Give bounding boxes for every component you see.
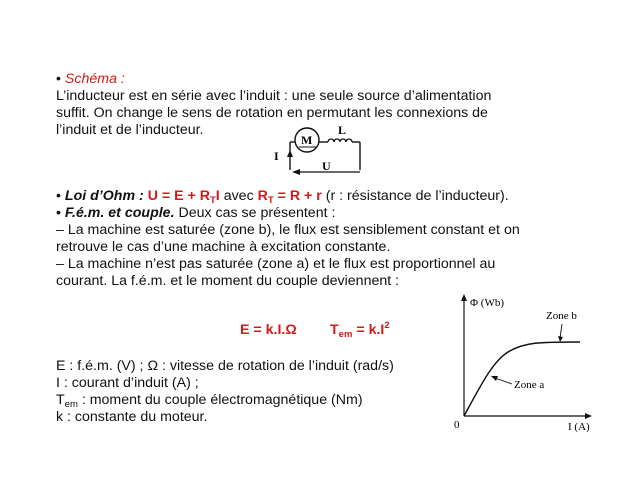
magnetization-graph — [450, 292, 600, 437]
motor-label: M — [301, 133, 313, 147]
bullet: • — [56, 205, 61, 221]
graph-x-label: I (A) — [568, 421, 590, 433]
ohm-equation-2: $R_T = R + r$ — [257, 188, 322, 206]
ohm-equation-1: $U = E + R_TI$ — [147, 188, 220, 206]
fem-intro: Deux cas se présentent : — [178, 205, 336, 221]
fem-title: F.é.m. et couple. — [64, 205, 175, 221]
inductor-symbol — [328, 139, 352, 142]
circuit-diagram — [268, 126, 378, 182]
fem-case-b-line-2: retrouve le cas d’une machine à excitation constante. — [56, 239, 391, 255]
graph-origin-label: 0 — [454, 419, 460, 431]
bullet: • — [56, 188, 61, 204]
inductor-label: L — [338, 126, 347, 137]
schema-line-3: l’induit et de l’inducteur. — [56, 122, 204, 138]
legend-constant: k : constante du moteur. — [56, 409, 208, 425]
voltage-label: U — [322, 159, 331, 173]
fem-case-a-line-2: courant. La f.é.m. et le moment du couple deviennent : — [56, 273, 400, 289]
graph-y-label: Φ (Wb) — [470, 297, 504, 309]
graph-zone-b-label: Zone b — [546, 310, 577, 322]
zone-b-pointer — [560, 324, 562, 338]
graph-zone-a-label: Zone a — [514, 379, 545, 391]
ohm-avec: avec — [223, 188, 254, 204]
fem-heading — [56, 205, 335, 222]
ohm-title: Loi d’Ohm : — [64, 188, 144, 204]
schema-line-2: suffit. On change le sens de rotation en permutant les connexions de — [56, 105, 488, 121]
schema-heading — [56, 71, 125, 88]
schema-line-1: L’inducteur est en série avec l’induit : une seule source d’alimentation — [56, 88, 492, 104]
bullet: • — [56, 71, 61, 87]
schema-title: Schéma : — [64, 71, 125, 87]
fem-case-b-line-1: – La machine est saturée (zone b), le flux est sensiblement constant et on — [56, 222, 520, 238]
ohm-note: (r : résistance de l’inducteur). — [325, 188, 509, 204]
formula-torque: $T_{em} = k.I^2$ — [330, 320, 390, 340]
formula-emf: E = k.I.Ω — [240, 322, 297, 338]
ohm-law-line — [56, 188, 509, 205]
zone-a-pointer — [495, 378, 512, 384]
legend-emf: E : f.é.m. (V) ; Ω : vitesse de rotation de l’induit (rad/s) — [56, 358, 394, 374]
current-label: I — [274, 149, 279, 163]
legend-current: I : courant d’induit (A) ; — [56, 375, 199, 391]
legend-torque: $T_{em}$ : moment du couple électromagnétique (Nm) — [56, 392, 363, 410]
fem-case-a-line-1: – La machine n’est pas saturée (zone a) et le flux est proportionnel au — [56, 256, 496, 272]
